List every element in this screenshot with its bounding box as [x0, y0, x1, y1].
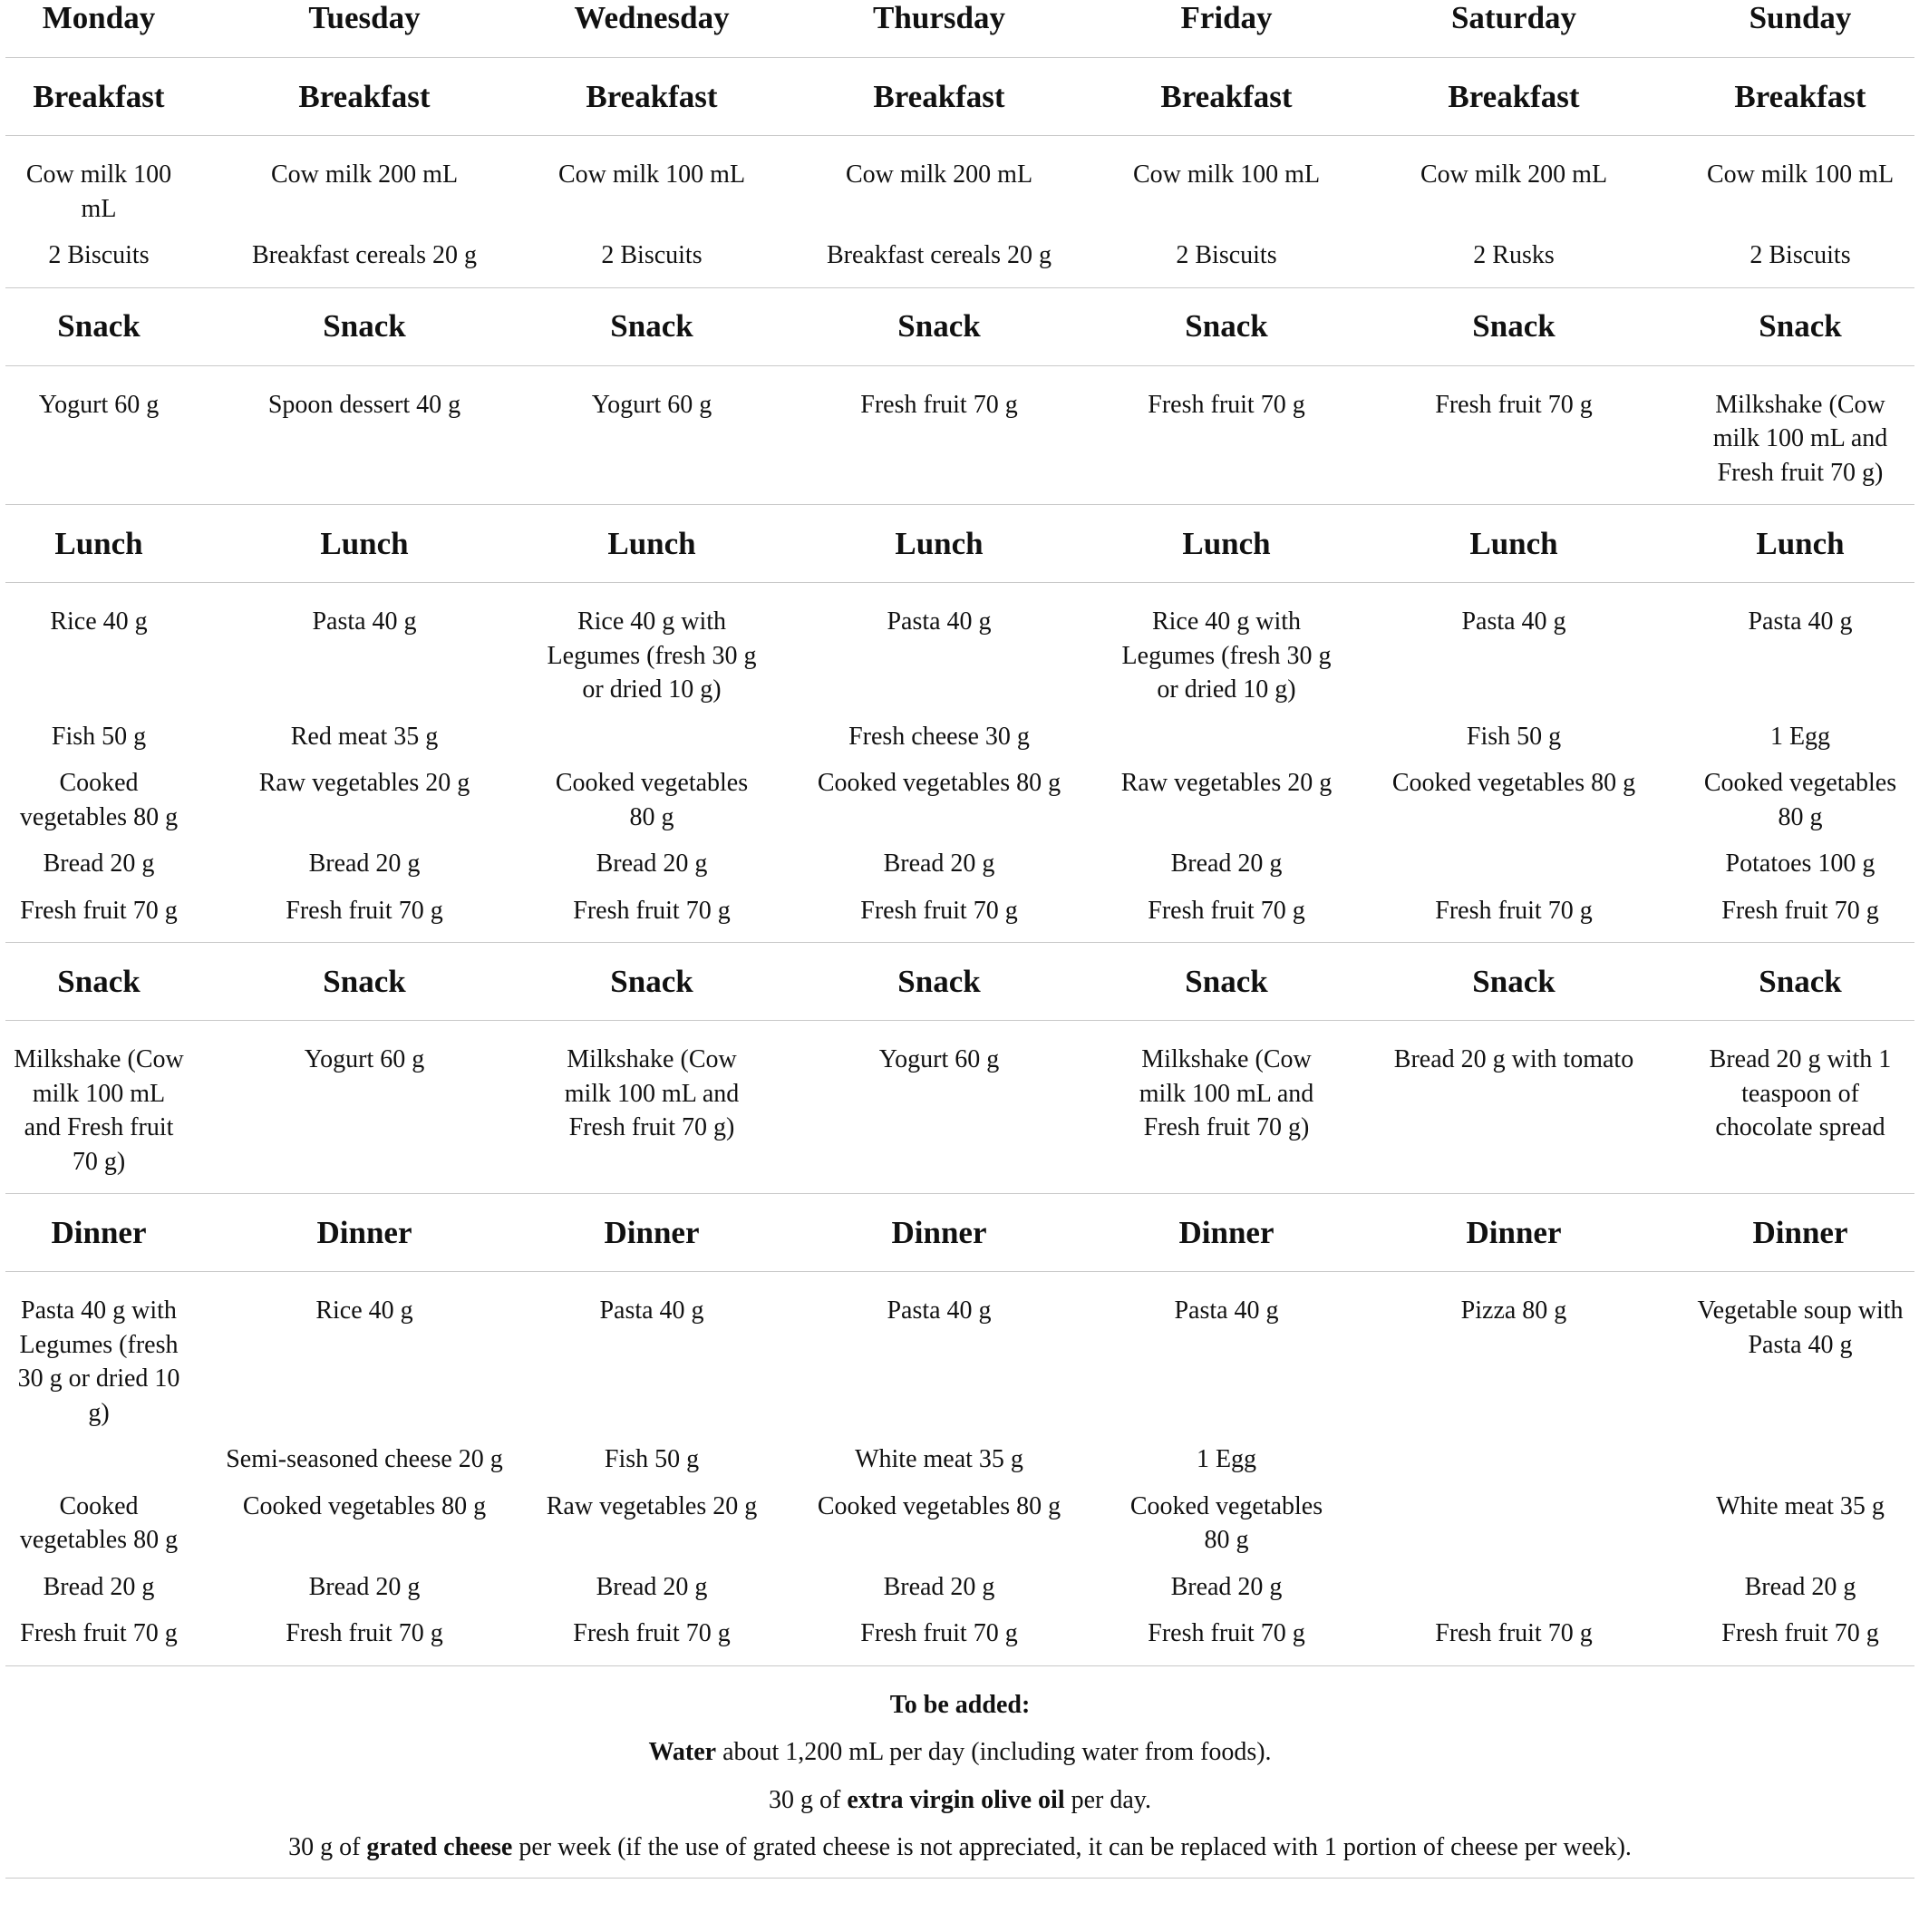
meal-header-snack-afternoon [5, 943, 1914, 1021]
note-grated-cheese: 30 g of grated cheese per week (if the use of grated cheese is not appreciated, it can be replaced with 1 portion of cheese per week). [288, 1833, 1632, 1861]
meal-label: Snack [323, 963, 406, 999]
food-cell: White meat 35 g [1716, 1491, 1885, 1520]
meal-label: Lunch [1756, 525, 1845, 561]
food-cell: Pasta 40 g [887, 607, 992, 636]
notes-heading: To be added: [889, 1690, 1031, 1719]
food-cell: Bread 20 g [1744, 1572, 1856, 1601]
meal-label: Snack [1472, 963, 1556, 999]
meal-label: Snack [897, 963, 981, 999]
food-cell: Bread 20 g [596, 849, 708, 878]
food-cell: Fresh fruit 70 g [860, 390, 1018, 419]
food-cell: Cooked vegetables 80 g [817, 1491, 1061, 1520]
food-cell: Bread 20 g [883, 1572, 995, 1601]
food-cell: Raw vegetables 20 g [258, 769, 470, 797]
food-cell: Rice 40 g [50, 607, 148, 636]
food-cell: Cow milk 100 mL [1706, 160, 1895, 189]
meal-label: Snack [610, 963, 693, 999]
food-cell: Fresh fruit 70 g [1721, 896, 1879, 925]
meal-label: Lunch [1182, 525, 1271, 561]
food-cell: Fresh fruit 70 g [286, 1619, 443, 1647]
food-cell: 2 Biscuits [1176, 241, 1277, 269]
food-cell: Pasta 40 g [1461, 607, 1566, 636]
food-row [5, 1442, 1914, 1477]
food-cell: Pasta 40 g [1174, 1296, 1279, 1325]
food-cell: Cooked vegetables 80 g [1129, 1491, 1323, 1554]
meal-label: Snack [57, 963, 141, 999]
meal-label: Dinner [604, 1214, 700, 1250]
food-row [5, 1570, 1914, 1605]
food-cell: Fresh fruit 70 g [860, 1619, 1018, 1647]
meal-label: Lunch [54, 525, 143, 561]
food-cell: Vegetable soup with Pasta 40 g [1697, 1296, 1904, 1359]
food-cell: 2 Biscuits [48, 241, 150, 269]
meal-items-breakfast [5, 136, 1914, 288]
food-cell: Fresh fruit 70 g [1148, 1619, 1305, 1647]
meal-header-snack-morning [5, 288, 1914, 366]
meal-items-lunch [5, 583, 1914, 943]
food-cell: Milkshake (Cow milk 100 mL and Fresh fruit 70 g) [1712, 390, 1888, 487]
meal-items-dinner [5, 1272, 1914, 1666]
meal-label: Snack [610, 308, 693, 344]
food-row [5, 766, 1914, 834]
food-cell: Cooked vegetables 80 g [19, 769, 179, 831]
food-cell: Breakfast cereals 20 g [252, 241, 477, 269]
food-row [5, 720, 1914, 754]
food-cell: Yogurt 60 g [38, 390, 160, 419]
food-cell: Bread 20 g [1170, 1572, 1283, 1601]
food-cell: Bread 20 g [308, 849, 421, 878]
food-cell: Bread 20 g [43, 849, 155, 878]
food-cell: Fresh fruit 70 g [1435, 1619, 1593, 1647]
food-cell: Pasta 40 g [887, 1296, 992, 1325]
food-row [5, 605, 1914, 707]
food-row [5, 238, 1914, 273]
food-cell: Fresh cheese 30 g [848, 722, 1030, 751]
food-cell: Cow milk 100 mL [557, 160, 746, 189]
food-cell: Yogurt 60 g [304, 1045, 425, 1073]
food-cell: Pasta 40 g [1748, 607, 1853, 636]
meal-label: Snack [1759, 963, 1842, 999]
food-cell: Fish 50 g [1466, 722, 1562, 751]
meal-label: Dinner [891, 1214, 987, 1250]
meal-items-snack-afternoon [5, 1021, 1914, 1194]
food-cell: Milkshake (Cow milk 100 mL and Fresh fruit 70 g) [1139, 1045, 1314, 1141]
food-cell: Fresh fruit 70 g [1721, 1619, 1879, 1647]
day-header: Monday [42, 0, 156, 35]
food-cell: Yogurt 60 g [591, 390, 712, 419]
food-cell: Cooked vegetables 80 g [19, 1491, 179, 1554]
food-cell: Cooked vegetables 80 g [242, 1491, 487, 1520]
meal-label: Breakfast [586, 78, 718, 114]
weekly-menu-table [5, 0, 1914, 1879]
food-cell: Milkshake (Cow milk 100 mL and Fresh fruit 70 g) [564, 1045, 740, 1141]
food-cell: Pasta 40 g with Legumes (fresh 30 g or dried 10 g) [17, 1296, 180, 1427]
meal-label: Breakfast [298, 78, 431, 114]
food-cell: Breakfast cereals 20 g [827, 241, 1052, 269]
meal-label: Dinner [316, 1214, 412, 1250]
day-header: Wednesday [574, 0, 730, 35]
meal-label: Lunch [320, 525, 409, 561]
meal-items-snack-morning [5, 366, 1914, 506]
food-cell: Bread 20 g with 1 teaspoon of chocolate spread [1709, 1045, 1892, 1141]
food-row [5, 847, 1914, 881]
meal-label: Snack [323, 308, 406, 344]
meal-label: Lunch [895, 525, 984, 561]
food-cell: 1 Egg [1196, 1445, 1257, 1473]
food-cell: 2 Biscuits [1749, 241, 1851, 269]
food-row [5, 1294, 1914, 1430]
food-cell: Fresh fruit 70 g [20, 1619, 178, 1647]
food-cell: Fresh fruit 70 g [286, 896, 443, 925]
meal-label: Breakfast [1160, 78, 1293, 114]
food-cell: 2 Biscuits [601, 241, 703, 269]
food-cell: Cow milk 200 mL [270, 160, 459, 189]
food-cell: Raw vegetables 20 g [1120, 769, 1333, 797]
food-cell: Cooked vegetables 80 g [1391, 769, 1636, 797]
meal-label: Snack [1185, 308, 1268, 344]
food-cell: Fish 50 g [51, 722, 147, 751]
day-header: Sunday [1749, 0, 1852, 35]
meal-label: Snack [1759, 308, 1842, 344]
food-cell: Fresh fruit 70 g [1435, 896, 1593, 925]
food-cell: Yogurt 60 g [878, 1045, 1000, 1073]
food-cell: 1 Egg [1769, 722, 1831, 751]
food-row [5, 1043, 1914, 1179]
food-row [5, 1616, 1914, 1651]
food-cell: Cooked vegetables 80 g [555, 769, 749, 831]
food-row [5, 388, 1914, 490]
food-cell: White meat 35 g [855, 1445, 1023, 1473]
day-header-row [5, 0, 1914, 58]
food-cell: Bread 20 g [883, 849, 995, 878]
food-row [5, 158, 1914, 226]
day-header: Tuesday [308, 0, 421, 35]
food-cell: Pizza 80 g [1460, 1296, 1567, 1325]
food-cell: Fresh fruit 70 g [1148, 896, 1305, 925]
food-cell: Bread 20 g [1170, 849, 1283, 878]
meal-label: Lunch [1469, 525, 1558, 561]
meal-label: Snack [1185, 963, 1268, 999]
food-cell: Fresh fruit 70 g [1435, 390, 1593, 419]
food-cell: Rice 40 g with Legumes (fresh 30 g or dried 10 g) [1121, 607, 1332, 704]
food-cell: Bread 20 g [596, 1572, 708, 1601]
food-cell: Fresh fruit 70 g [573, 896, 731, 925]
food-cell: Red meat 35 g [290, 722, 439, 751]
food-cell: Fresh fruit 70 g [20, 896, 178, 925]
food-cell: Pasta 40 g [312, 607, 417, 636]
food-cell: 2 Rusks [1473, 241, 1555, 269]
meal-header-lunch [5, 505, 1914, 583]
food-cell: Fresh fruit 70 g [573, 1619, 731, 1647]
day-header: Saturday [1450, 0, 1577, 35]
food-cell: Cow milk 200 mL [1420, 160, 1608, 189]
note-olive-oil: 30 g of extra virgin olive oil per day. [769, 1785, 1151, 1814]
food-cell: Cow milk 200 mL [845, 160, 1033, 189]
meal-label: Dinner [51, 1214, 147, 1250]
meal-label: Dinner [1466, 1214, 1562, 1250]
meal-label: Breakfast [1448, 78, 1580, 114]
food-cell: Cow milk 100 mL [25, 160, 172, 223]
meal-label: Breakfast [873, 78, 1005, 114]
day-header: Thursday [873, 0, 1005, 35]
food-cell: Semi-seasoned cheese 20 g [226, 1445, 503, 1473]
meal-header-dinner [5, 1194, 1914, 1272]
food-cell: Fresh fruit 70 g [860, 896, 1018, 925]
food-cell: Fresh fruit 70 g [1148, 390, 1305, 419]
day-header: Friday [1180, 0, 1273, 35]
food-cell: Fish 50 g [604, 1445, 700, 1473]
food-cell: Rice 40 g [315, 1296, 413, 1325]
meal-header-breakfast [5, 58, 1914, 136]
meal-label: Snack [57, 308, 141, 344]
food-row [5, 1490, 1914, 1558]
meal-label: Breakfast [33, 78, 165, 114]
food-cell: Rice 40 g with Legumes (fresh 30 g or dried 10 g) [547, 607, 757, 704]
food-cell: Bread 20 g [43, 1572, 155, 1601]
meal-label: Dinner [1752, 1214, 1848, 1250]
food-cell: Cooked vegetables 80 g [817, 769, 1061, 797]
food-cell: Cooked vegetables 80 g [1703, 769, 1897, 831]
food-row [5, 894, 1914, 928]
food-cell: Bread 20 g [308, 1572, 421, 1601]
meal-label: Dinner [1178, 1214, 1274, 1250]
note-water: Water about 1,200 mL per day (including water from foods). [648, 1738, 1272, 1766]
food-cell: Milkshake (Cow milk 100 mL and Fresh fruit 70 g) [14, 1045, 184, 1176]
food-cell: Raw vegetables 20 g [546, 1491, 758, 1520]
food-cell: Potatoes 100 g [1725, 849, 1875, 878]
meal-label: Snack [897, 308, 981, 344]
food-cell: Bread 20 g with tomato [1393, 1045, 1634, 1073]
additions-notes [5, 1666, 1914, 1879]
meal-label: Snack [1472, 308, 1556, 344]
meal-label: Lunch [607, 525, 696, 561]
meal-label: Breakfast [1734, 78, 1866, 114]
food-cell: Cow milk 100 mL [1132, 160, 1321, 189]
food-cell: Pasta 40 g [599, 1296, 704, 1325]
food-cell: Spoon dessert 40 g [267, 390, 461, 419]
